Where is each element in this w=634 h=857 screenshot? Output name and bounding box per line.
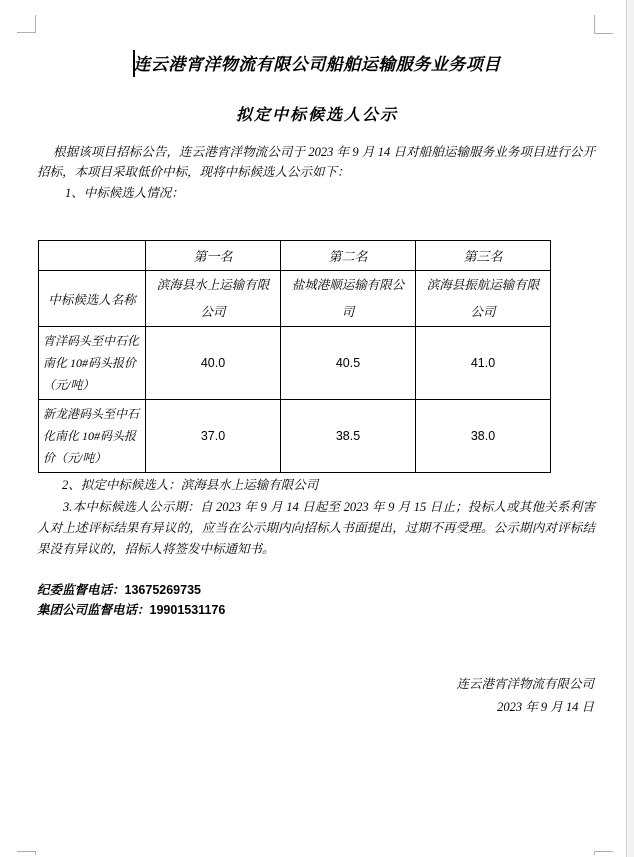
price-row-xiaoyang <box>39 327 551 400</box>
crop-mark-bottom-left-icon <box>17 851 36 855</box>
xinlonggang-price-1: 37.0 <box>146 400 281 473</box>
row-label-xinlonggang-price: 新龙港码头至中石化南化 10#码头报价（元/吨） <box>39 400 146 473</box>
candidate-3-name: 滨海县振航运输有限公司 <box>416 271 551 327</box>
xiaoyang-price-1: 40.0 <box>146 327 281 400</box>
header-rank-3: 第三名 <box>416 241 551 271</box>
discipline-phone-number: 13675269735 <box>124 583 201 597</box>
xinlonggang-price-2: 38.5 <box>281 400 416 473</box>
crop-mark-bottom-right-icon <box>594 851 613 855</box>
discipline-phone-label: 纪委监督电话： <box>37 583 125 597</box>
page-subtitle: 拟定中标候选人公示 <box>235 107 398 124</box>
crop-mark-top-right-icon <box>594 15 613 34</box>
xinlonggang-price-3: 38.0 <box>416 400 551 473</box>
candidate-2-name: 盐城港顺运输有限公司 <box>281 271 416 327</box>
row-label-candidate-names: 中标候选人名称 <box>39 271 146 327</box>
xiaoyang-price-2: 40.5 <box>281 327 416 400</box>
section-2-text: 2、拟定中标候选人：滨海县水上运输有限公司 <box>62 478 319 492</box>
discipline-phone-line <box>37 580 201 600</box>
signature-company: 连云港宵洋物流有限公司 <box>456 677 594 691</box>
bid-candidates-table <box>38 240 551 473</box>
page-edge-strip <box>626 0 634 857</box>
section-3-text: 3.本中标候选人公示期：自 2023 年 9 月 14 日起至 2023 年 9 月 15 日止；投标人或其他关系利害人对上述评标结果有异议的，应当在公示期内向招标人书面提出，过期不再受理。公示期内对评标结果没有异议的，招标人将签发中标通知书。 <box>37 500 595 556</box>
header-rank-1: 第一名 <box>146 241 281 271</box>
crop-mark-top-left-icon <box>17 15 36 33</box>
price-row-xinlonggang <box>39 400 551 473</box>
table-header-row <box>39 241 551 271</box>
header-rank-2: 第二名 <box>281 241 416 271</box>
xiaoyang-price-3: 41.0 <box>416 327 551 400</box>
group-phone-number: 19901531176 <box>149 603 226 617</box>
group-phone-label: 集团公司监督电话： <box>37 603 150 617</box>
header-empty-cell <box>39 241 146 271</box>
row-label-xiaoyang-price: 宵洋码头至中石化南化 10#码头报价（元/吨） <box>39 327 146 400</box>
intro-paragraph: 根据该项目招标公告，连云港宵洋物流公司于 2023 年 9 月 14 日对船舶运输服务业务项目进行公开招标，本项目采取低价中标，现将中标候选人公示如下： <box>37 145 595 179</box>
page-title: 连云港宵洋物流有限公司船舶运输服务业务项目 <box>133 55 501 74</box>
candidate-name-row <box>39 271 551 327</box>
section-1-heading: 1、中标候选人情况： <box>65 186 184 200</box>
group-phone-line <box>37 600 225 620</box>
signature-block <box>456 673 594 719</box>
signature-date: 2023 年 9 月 14 日 <box>497 700 594 714</box>
candidate-1-name: 滨海县水上运输有限公司 <box>146 271 281 327</box>
